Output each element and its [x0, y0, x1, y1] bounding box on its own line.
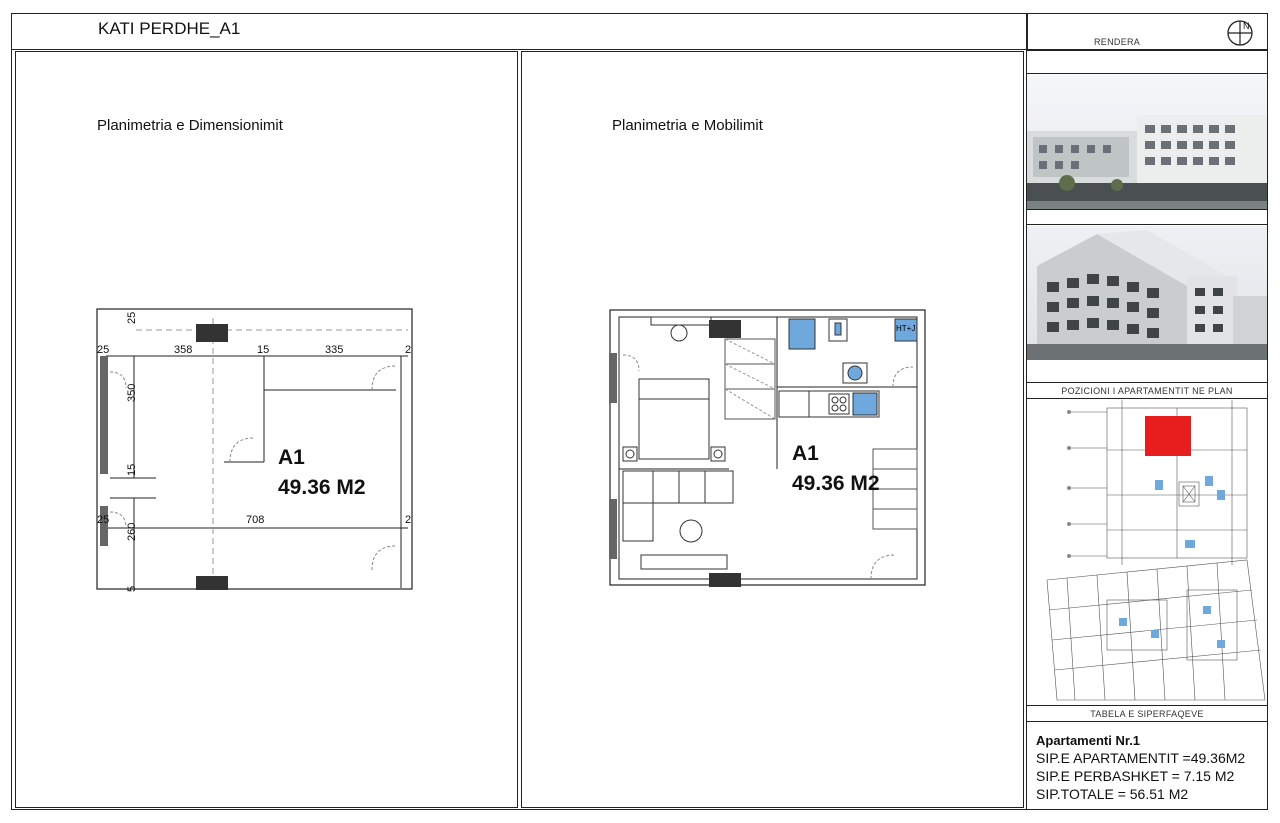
furniture-floor-plan — [609, 309, 927, 587]
dim-height-bottom: 260 — [126, 522, 138, 541]
right-unit-area: 49.36 M2 — [792, 472, 880, 495]
north-arrow-icon — [1226, 19, 1254, 47]
render-image-top — [1027, 75, 1267, 209]
dim-width-right: 335 — [325, 344, 344, 356]
left-unit-area: 49.36 M2 — [278, 476, 366, 499]
apartment-position-plan — [1027, 400, 1267, 705]
dim-left-top: 25 — [97, 344, 110, 356]
apartment-title: Apartamenti Nr.1 — [1036, 733, 1141, 748]
north-label: N — [1243, 21, 1250, 31]
dim-lower-left: 25 — [97, 514, 110, 526]
apartment-area: SIP.E APARTAMENTIT =49.36M2 — [1036, 750, 1246, 766]
right-panel-title: Planimetria e Mobilimit — [612, 117, 763, 134]
dim-top-left: 25 — [126, 311, 138, 324]
dim-bottom: 5 — [126, 585, 138, 592]
dim-height-top: 350 — [126, 383, 138, 402]
total-area: SIP.TOTALE = 56.51 M2 — [1036, 786, 1189, 802]
dim-width-left: 358 — [174, 344, 193, 356]
dimension-floor-plan — [96, 308, 414, 592]
dim-right-lower: 2 — [405, 514, 412, 526]
left-panel-title: Planimetria e Dimensionimit — [97, 117, 283, 134]
fixture-label: HT+J — [896, 324, 916, 333]
render-divider — [1026, 209, 1268, 225]
dim-mid: 15 — [126, 463, 138, 476]
position-label: POZICIONI I APARTAMENTIT NE PLAN — [1061, 386, 1233, 396]
right-unit-label: A1 — [792, 442, 819, 465]
sheet-title: KATI PERDHE_A1 — [98, 19, 241, 38]
sidebar-spacer — [1026, 50, 1268, 74]
render-image-bottom — [1027, 226, 1267, 360]
left-unit-label: A1 — [278, 446, 305, 469]
table-label: TABELA E SIPERFAQEVE — [1090, 709, 1204, 719]
dim-gap: 15 — [257, 344, 270, 356]
dim-total-width: 708 — [246, 514, 265, 526]
render-label: RENDERA — [1094, 37, 1141, 47]
common-area: SIP.E PERBASHKET = 7.15 M2 — [1036, 768, 1235, 784]
dim-right-end: 2 — [405, 344, 412, 356]
